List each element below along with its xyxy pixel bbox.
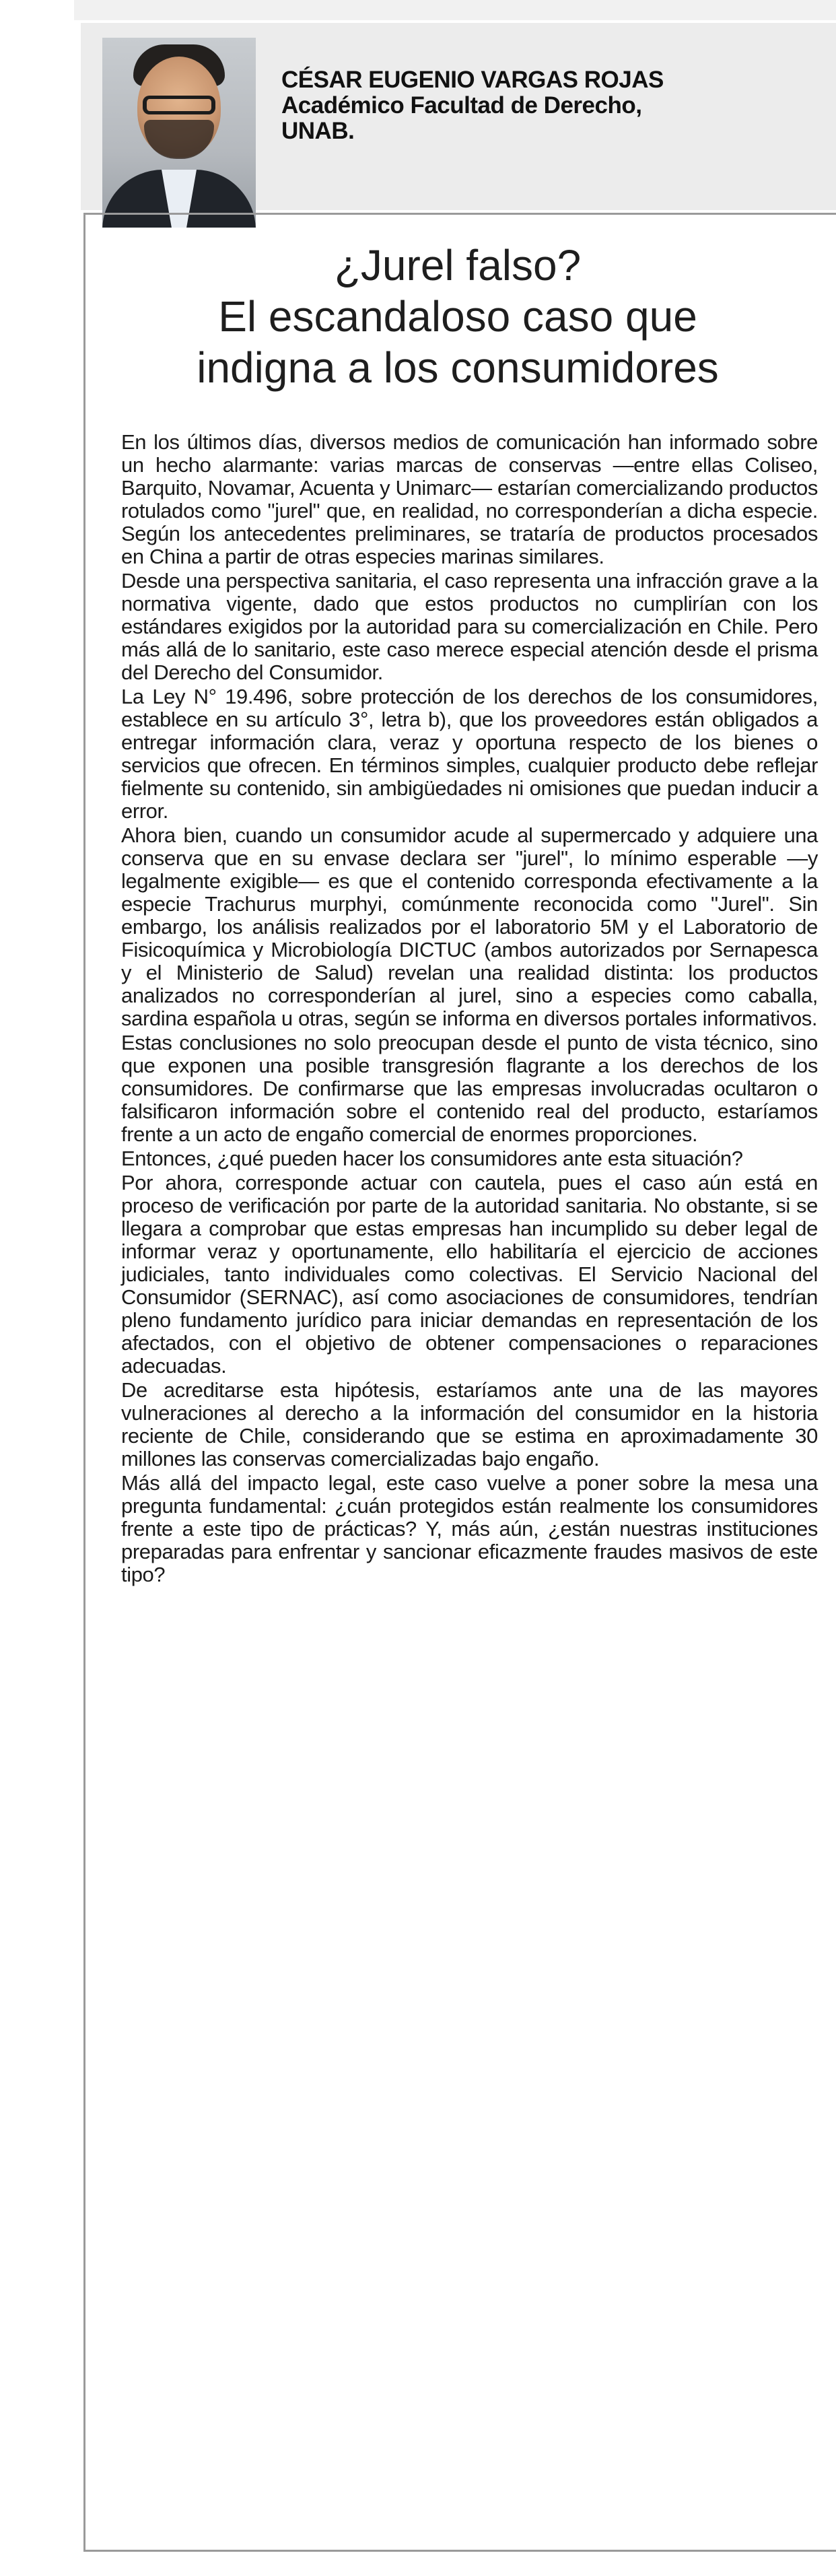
article-title-line-2: El escandaloso caso que bbox=[218, 292, 697, 341]
article-title-line-3: indigna a los consumidores bbox=[197, 343, 719, 392]
photo-glasses bbox=[143, 96, 215, 114]
author-role-line-1: Académico Facultad de Derecho, bbox=[281, 92, 642, 118]
author-photo bbox=[102, 38, 256, 228]
article-paragraph: Desde una perspectiva sanitaria, el caso representa una infracción grave a la normativa vigente, dado que estos productos no cumplirían con los estándares exigidos por la autoridad para su comercialización en Chile. Pero más allá de lo sanitario, este caso merece especial atención desde el prisma del Derecho del Consumidor. bbox=[121, 569, 818, 684]
article-paragraph: Estas conclusiones no solo preocupan desde el punto de vista técnico, sino que exponen una posible transgresión flagrante a los derechos de los consumidores. De confirmarse que las empresas involucradas ocultaron o falsificaron información sobre el contenido real del producto, estaríamos frente a un acto de engaño comercial de enormes proporciones. bbox=[121, 1031, 818, 1146]
article-paragraph: En los últimos días, diversos medios de comunicación han informado sobre un hecho alarmante: varias marcas de conservas —entre ellas Coliseo, Barquito, Novamar, Acuenta y Unimarc— estarían comercializando productos rotulados como "jurel" que, en realidad, no corresponderían a dicha especie. Según los antecedentes preliminares, se trataría de productos procesados en China a partir de otras especies marinas similares. bbox=[121, 430, 818, 568]
article-paragraph: Entonces, ¿qué pueden hacer los consumidores ante esta situación? bbox=[121, 1147, 743, 1170]
top-strip bbox=[74, 0, 836, 20]
article-paragraph: Ahora bien, cuando un consumidor acude al supermercado y adquiere una conserva que en su envase declara ser "jurel", lo mínimo esperable —y legalmente exigible— es que el contenido corresponda efectivamente a la especie Trachurus murphyi, comúnmente reconocida como "Jurel". Sin embargo, los análisis realizados por el laboratorio 5M y el Laboratorio de Fisicoquímica y Microbiología DICTUC (ambos autorizados por Sernapesca y el Ministerio de Salud) revelan una realidad distinta: los productos analizados no corresponderían al jurel, sino a especies como caballa, sardina española u otras, según se informa en diversos portales informativos. bbox=[121, 823, 818, 1030]
article-paragraph: La Ley N° 19.496, sobre protección de los derechos de los consumidores, establece en su artículo 3°, letra b), que los proveedores están obligados a entregar información clara, veraz y oportuna respecto de los bienes o servicios que ofrecen. En términos simples, cualquier producto debe reflejar fielmente su contenido, sin ambigüedades ni omisiones que puedan inducir a error. bbox=[121, 685, 818, 823]
article-paragraph: Por ahora, corresponde actuar con cautela, pues el caso aún está en proceso de verificación por parte de la autoridad sanitaria. No obstante, si se llegara a comprobar que estas empresas han incumplido su deber legal de informar veraz y oportunamente, ello habilitaría el ejercicio de acciones judiciales, tanto individuales como colectivas. El Servicio Nacional del Consumidor (SERNAC), así como asociaciones de consumidores, tendrían pleno fundamento jurídico para iniciar demandas en representación de los afectados, con el objetivo de obtener compensaciones o reparaciones adecuadas. bbox=[121, 1171, 818, 1378]
article-paragraph: Más allá del impacto legal, este caso vuelve a poner sobre la mesa una pregunta fundamental: ¿cuán protegidos están realmente los consumidores frente a este tipo de prácticas? Y, más aún, ¿están nuestras instituciones preparadas para enfrentar y sancionar eficazmente fraudes masivos de este tipo? bbox=[121, 1471, 818, 1586]
author-role-line-2: UNAB. bbox=[281, 118, 355, 144]
photo-beard bbox=[144, 120, 214, 159]
article-title bbox=[101, 240, 814, 393]
author-name: CÉSAR EUGENIO VARGAS ROJAS bbox=[281, 67, 664, 93]
article-paragraph: De acreditarse esta hipótesis, estaríamos ante una de las mayores vulneraciones al derecho a la información del consumidor en la historia reciente de Chile, considerando que se estima en aproximadamente 30 millones las conservas comercializadas bajo engaño. bbox=[121, 1378, 818, 1470]
article-body bbox=[121, 431, 818, 1588]
article-title-line-1: ¿Jurel falso? bbox=[334, 241, 582, 290]
author-block bbox=[281, 67, 820, 144]
